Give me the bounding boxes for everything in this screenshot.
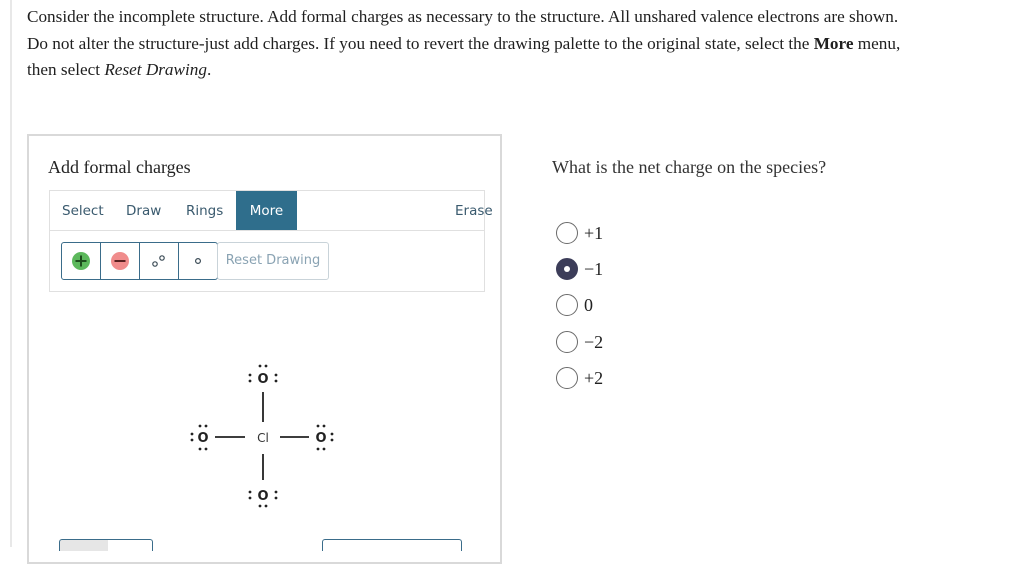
question-line-3-end: . bbox=[206, 60, 212, 79]
question-line-1: Consider the incomplete structure. Add formal charges as necessary to the structure. All unshared valence electrons are shown. bbox=[27, 7, 899, 26]
answer-option[interactable] bbox=[556, 366, 676, 390]
question-text bbox=[27, 4, 1007, 84]
atom-bottom[interactable]: O bbox=[257, 489, 269, 504]
answer-option[interactable] bbox=[556, 330, 676, 354]
answer-option-label: +2 bbox=[584, 368, 604, 388]
answer-option[interactable] bbox=[556, 257, 676, 281]
reset-drawing-button[interactable]: Reset Drawing bbox=[217, 242, 329, 280]
bottom-toolbar-left[interactable] bbox=[59, 539, 153, 551]
question-line-3 bbox=[27, 57, 1007, 84]
question-line-2-end: menu, bbox=[853, 33, 901, 53]
answer-prompt: What is the net charge on the species? bbox=[552, 157, 827, 177]
answer-option-label: +1 bbox=[584, 223, 604, 243]
atom-top[interactable]: O bbox=[257, 372, 269, 387]
radio-button[interactable] bbox=[556, 367, 578, 389]
panel-title: Add formal charges bbox=[48, 157, 191, 177]
answer-option[interactable] bbox=[556, 293, 676, 317]
question-line-3-text: then select bbox=[27, 60, 105, 79]
more-menu-reference: More bbox=[813, 33, 854, 53]
answer-option-label: −1 bbox=[584, 259, 604, 279]
reset-drawing-reference: Reset Drawing bbox=[104, 60, 207, 79]
tab-draw[interactable]: Draw bbox=[126, 203, 162, 219]
left-divider bbox=[10, 0, 12, 547]
tab-erase[interactable]: Erase bbox=[455, 203, 493, 219]
drawing-panel bbox=[27, 134, 502, 564]
answer-option-label: −2 bbox=[584, 332, 604, 352]
question-line-2 bbox=[27, 31, 1007, 58]
atom-left[interactable]: O bbox=[197, 431, 209, 446]
radio-button[interactable] bbox=[556, 331, 578, 353]
tab-more[interactable]: More bbox=[236, 191, 297, 231]
bottom-toolbar-right[interactable] bbox=[322, 539, 462, 551]
tab-select[interactable]: Select bbox=[62, 203, 104, 219]
question-line-2-text: Do not alter the structure-just add charges. If you need to revert the drawing palette to the original state, select the bbox=[27, 33, 814, 53]
radio-button[interactable] bbox=[556, 222, 578, 244]
radio-button[interactable] bbox=[556, 258, 578, 280]
atom-center[interactable]: Cl bbox=[257, 431, 269, 445]
drawing-canvas[interactable] bbox=[29, 136, 502, 547]
answer-option-label: 0 bbox=[584, 295, 593, 315]
radio-button[interactable] bbox=[556, 294, 578, 316]
answer-option[interactable] bbox=[556, 221, 676, 245]
tab-rings[interactable]: Rings bbox=[186, 203, 224, 219]
atom-right[interactable]: O bbox=[315, 431, 327, 446]
